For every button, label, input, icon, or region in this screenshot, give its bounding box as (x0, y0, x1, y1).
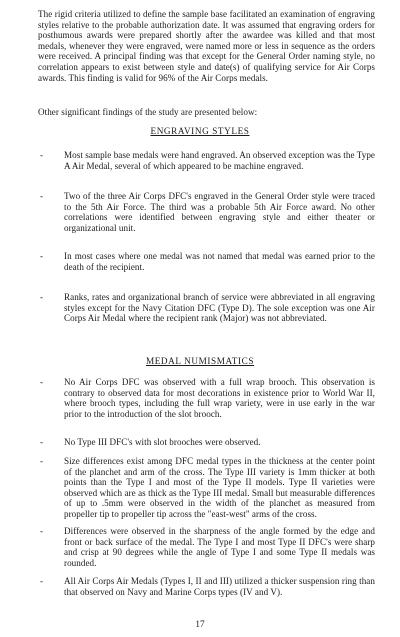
bullet-dash: - (40, 150, 44, 160)
list-item-text: Two of the three Air Corps DFC's engraved in the General Order style were traced to the 5th Air Force. The third was a probable 5th Air Force award. No other correlations were identified between engraving style and either theater or organizational unit. (64, 191, 375, 233)
list-item-text: Size differences exist among DFC medal types in the thickness at the center point of the planchet and arm of the cross. The Type III variety is 1mm thicker at both points than the Type I and most of the Type II models. Type II varieties were observed which are as thick as the Type III medal. Small but measurable differences of up to .5mm were observed in the width of the planchet as measured from propeller tip to propeller tip across the "east-west" arms of the cross. (64, 456, 375, 519)
list-item-text: No Air Corps DFC was observed with a full wrap brooch. This observation is contrary to observed data for most decorations in existence prior to World War II, where brooch types, including the full wrap variety, were in use early in the war prior to the introduction of the slot brooch. (64, 377, 375, 419)
bullet-dash: - (40, 292, 44, 302)
intro-paragraph: The rigid criteria utilized to define the sample base facilitated an examination of engraving styles relative to the probable authorization date. It was assumed that engraving orders for posthumous awards were prepared shortly after the awardee was killed and that most medals, whenever they were engraved, were named more or less in sequence as the orders were received. A principal finding was that except for the General Order naming style, no correlation appears to exist between style and date(s) of qualifying service for Air Corps awards. This finding is valid for 96% of the Air Corps medals. (38, 9, 375, 83)
list-item-text: Differences were observed in the sharpness of the angle formed by the edge and front or back surface of the medal. The Type I and most Type II DFC's were sharp and crisp at 90 degrees while the angle of Type I and some Type II medals was rounded. (64, 526, 375, 568)
list-item-text: Most sample base medals were hand engraved. An observed exception was the Type A Air Medal, several of which appeared to be machine engraved. (64, 150, 375, 171)
bullet-dash: - (40, 576, 44, 586)
bullet-dash: - (40, 251, 44, 261)
list-item-text: In most cases where one medal was not named that medal was earned prior to the death of the recipient. (64, 251, 375, 272)
other-findings-paragraph: Other significant findings of the study are presented below: (38, 107, 258, 117)
list-item-text: Ranks, rates and organizational branch of service were abbreviated in all engraving styles except for the Navy Citation DFC (Type D). The sole exception was one Air Corps Air Medal where the recipient rank (Major) was not abbreviated. (64, 292, 375, 324)
medal-numismatics-heading: MEDAL NUMISMATICS (145, 356, 255, 366)
engraving-styles-heading: ENGRAVING STYLES (150, 126, 250, 136)
page-number: 17 (195, 619, 205, 629)
bullet-dash: - (40, 456, 44, 466)
bullet-dash: - (40, 191, 44, 201)
list-item-text: No Type III DFC's with slot brooches were observed. (64, 437, 261, 447)
bullet-dash: - (40, 377, 44, 387)
bullet-dash: - (40, 526, 44, 536)
list-item-text: All Air Corps Air Medals (Types I, II and III) utilized a thicker suspension ring than that observed on Navy and Marine Corps types (IV and V). (64, 576, 375, 597)
bullet-dash: - (40, 437, 44, 447)
